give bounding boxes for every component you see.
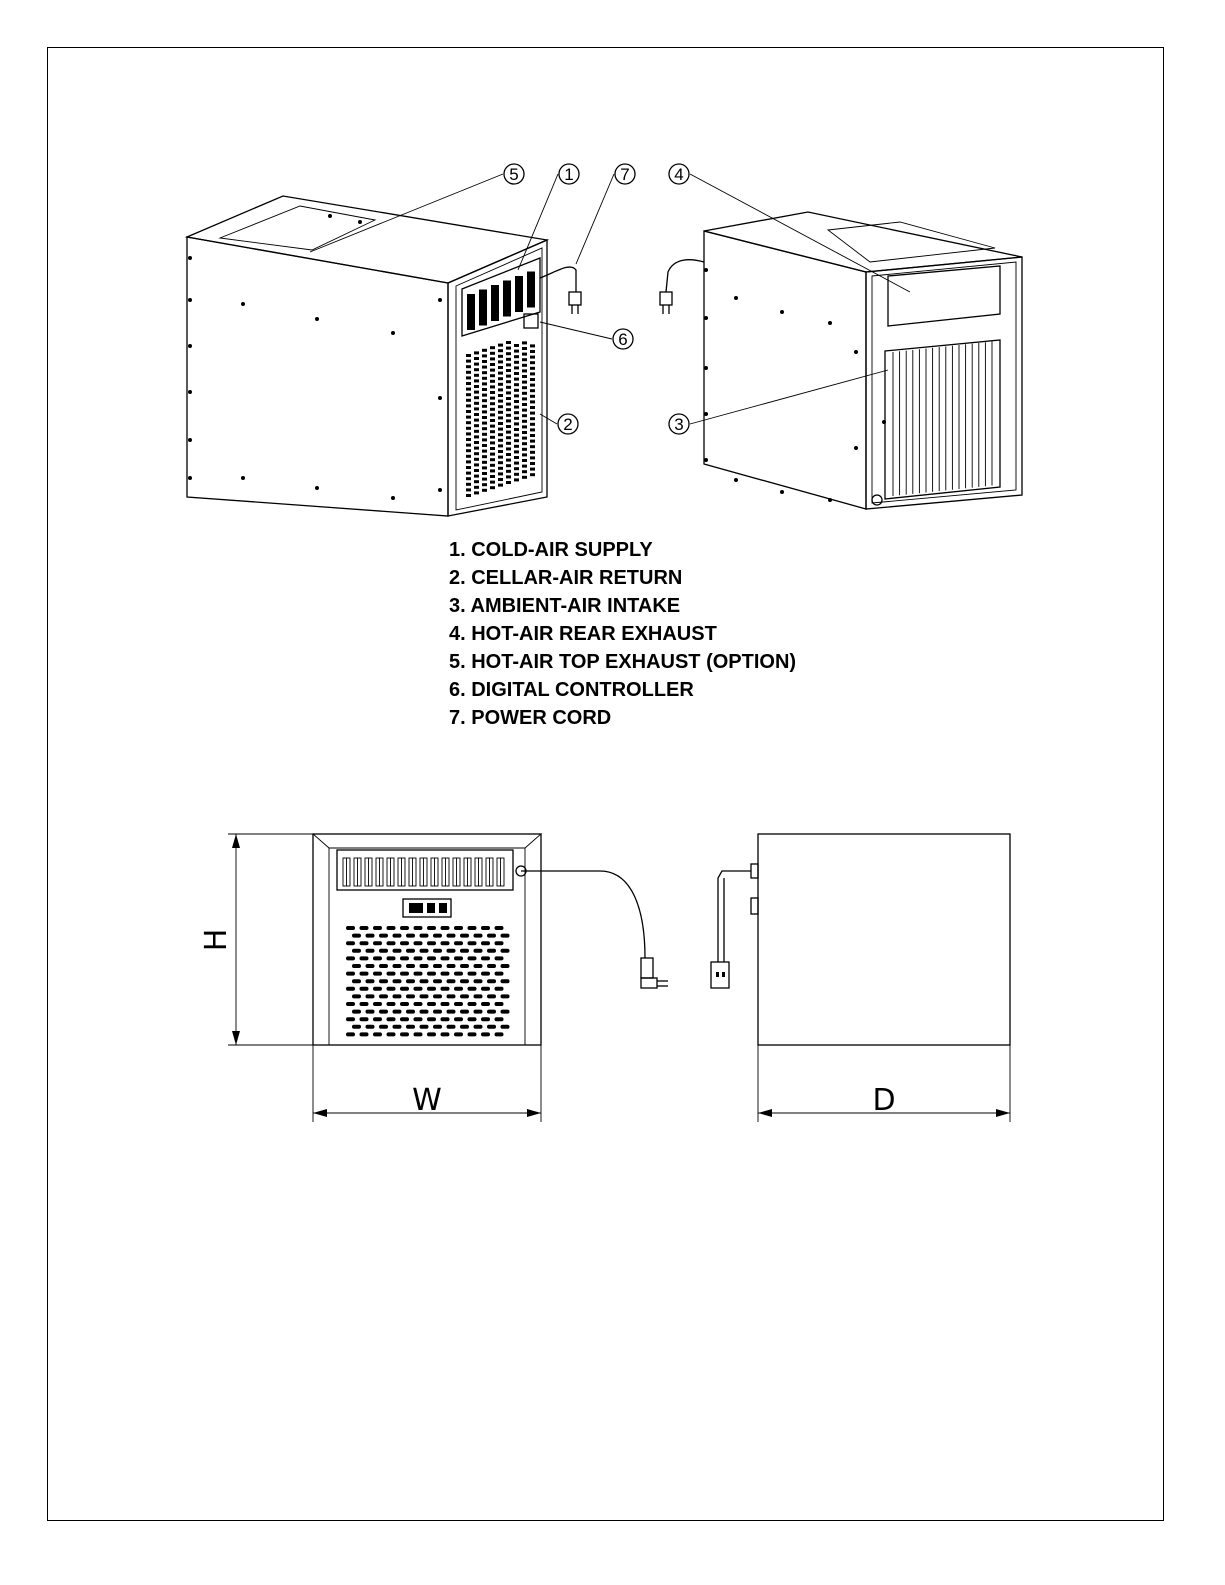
side-orthographic-view bbox=[711, 834, 1010, 1045]
hot-air-rear-exhaust bbox=[888, 266, 1000, 326]
component-legend bbox=[449, 536, 796, 732]
drain-fitting bbox=[872, 495, 882, 505]
svg-text:3: 3 bbox=[674, 415, 684, 434]
power-cord bbox=[540, 267, 576, 292]
front-isometric-view bbox=[187, 196, 581, 516]
svg-text:1: 1 bbox=[564, 165, 574, 184]
svg-text:4: 4 bbox=[674, 165, 684, 184]
callout-3 bbox=[669, 414, 689, 434]
svg-text:6: 6 bbox=[618, 330, 628, 349]
front-power-cord bbox=[521, 871, 645, 958]
callout-4 bbox=[669, 164, 689, 184]
legend-item-digital-controller: 6. DIGITAL CONTROLLER bbox=[449, 679, 694, 701]
rear-isometric-view bbox=[660, 212, 1022, 509]
svg-text:7: 7 bbox=[620, 165, 630, 184]
callout-1 bbox=[559, 164, 579, 184]
callouts bbox=[310, 164, 910, 434]
front-orthographic-view bbox=[313, 834, 668, 1045]
supply-louver-panel bbox=[337, 850, 513, 890]
callout-2 bbox=[558, 414, 578, 434]
legend-item-hot-air-top-exhaust: 5. HOT-AIR TOP EXHAUST (OPTION) bbox=[449, 651, 797, 673]
ambient-air-intake bbox=[885, 340, 1000, 499]
width-label: W bbox=[412, 1083, 442, 1118]
callout-7 bbox=[615, 164, 635, 184]
callout-6 bbox=[613, 329, 633, 349]
power-cord-rear bbox=[666, 260, 704, 292]
side-screws-rear bbox=[704, 268, 886, 502]
cellar-air-return-grille bbox=[466, 341, 535, 497]
legend-item-cellar-air-return: 2. CELLAR-AIR RETURN bbox=[449, 567, 683, 589]
legend-item-cold-air-supply: 1. COLD-AIR SUPPLY bbox=[449, 539, 653, 561]
legend-item-ambient-air-intake: 3. AMBIENT-AIR INTAKE bbox=[449, 595, 681, 617]
svg-text:2: 2 bbox=[563, 415, 573, 434]
legend-item-power-cord: 7. POWER CORD bbox=[449, 707, 612, 729]
callout-5 bbox=[504, 164, 524, 184]
depth-label: D bbox=[872, 1083, 896, 1118]
return-air-grille bbox=[346, 926, 510, 1036]
dimension-lines bbox=[199, 834, 1010, 1122]
side-power-cord bbox=[718, 871, 751, 962]
height-label: H bbox=[199, 928, 234, 952]
cold-air-supply-louvers bbox=[467, 272, 535, 331]
side-screws bbox=[188, 214, 442, 500]
legend-item-hot-air-rear-exhaust: 4. HOT-AIR REAR EXHAUST bbox=[449, 623, 717, 645]
svg-text:5: 5 bbox=[509, 165, 519, 184]
power-plug bbox=[569, 292, 581, 305]
